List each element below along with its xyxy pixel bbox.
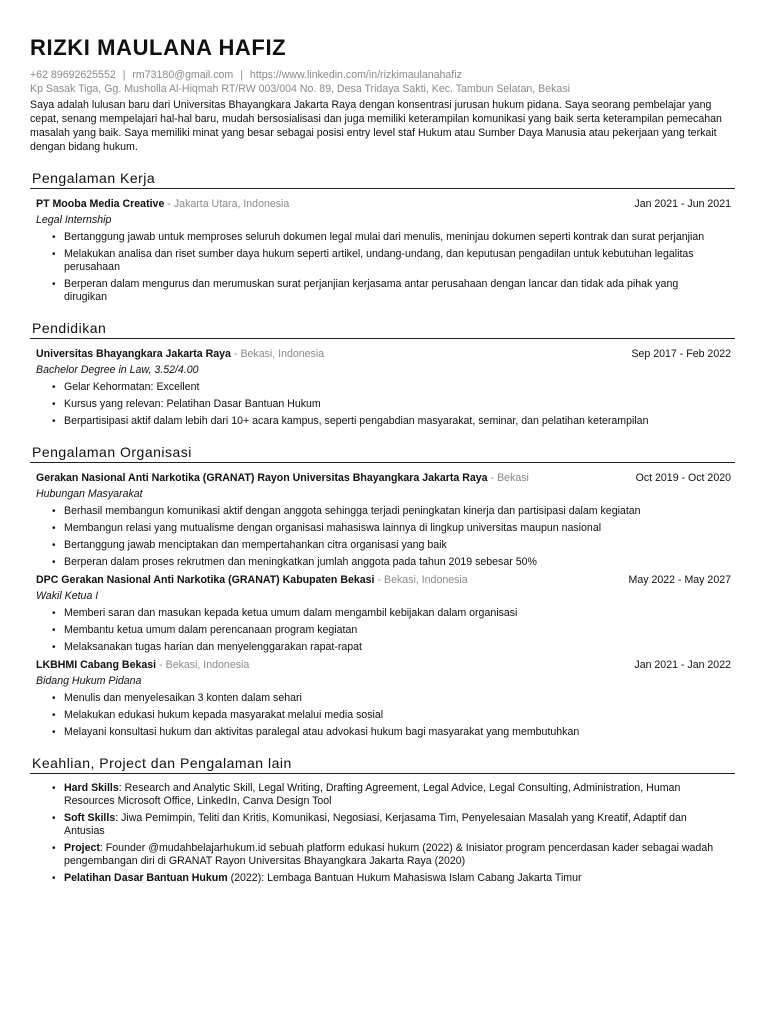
skill-item	[52, 782, 721, 808]
linkedin-link[interactable]: https://www.linkedin.com/in/rizkimaulanahafiz	[249, 69, 462, 81]
organization-name: LKBHMI Cabang Bekasi	[36, 659, 157, 671]
bullet-item: • Membangun relasi yang mutualisme dengan organisasi mahasiswa lainnya di lingkup universitas maupun nasional	[52, 522, 721, 535]
bullet-item: • Berhasil membangun komunikasi aktif dengan anggota sehingga terjadi peningkatan kinerja dan partisipasi dalam kegiatan	[52, 505, 721, 518]
skill-label: Soft Skills	[64, 812, 116, 824]
skill-text: : Research and Analytic Skill, Legal Writing, Drafting Agreement, Legal Advice, Legal Consulting, Administration, Human Resources Microsoft Office, LinkedIn, Canva Design Tool	[64, 782, 681, 807]
education-entry	[30, 347, 735, 428]
dash: -	[233, 348, 238, 360]
organization-name: Gerakan Nasional Anti Narkotika (GRANAT) Rayon Universitas Bhayangkara Jakarta Raya	[36, 472, 488, 484]
date-range: May 2022 - May 2027	[628, 574, 731, 586]
bullet-item: • Menulis dan menyelesaikan 3 konten dalam sehari	[52, 692, 721, 705]
location: Bekasi	[497, 472, 529, 484]
bullet-list	[30, 381, 735, 428]
location: Bekasi, Indonesia	[165, 659, 250, 671]
bullet-list	[30, 607, 735, 654]
organization-role: Bidang Hukum Pidana	[36, 675, 142, 687]
entry-header	[30, 658, 735, 672]
skill-text: : Jiwa Pemimpin, Teliti dan Kritis, Komunikasi, Negosiasi, Kerjasama Tim, Penyelesaian Masalah yang Kreatif, Adaptif dan Antusias	[64, 812, 687, 837]
dash: -	[167, 198, 171, 210]
bullet-item: • Bertanggung jawab menciptakan dan mempertahankan citra organisasi yang baik	[52, 539, 721, 552]
bullet-item: • Melakukan analisa dan riset sumber daya hukum seperti artikel, undang-undang, dan keputusan pengadilan untuk kebutuhan legalitas perusahaan	[52, 248, 721, 274]
bullet-item: • Kursus yang relevan: Pelatihan Dasar Bantuan Hukum	[52, 398, 721, 411]
skill-item	[52, 812, 721, 838]
candidate-name: RIZKI MAULANA HAFIZ	[30, 35, 287, 60]
bullet-item: • Membantu ketua umum dalam perencanaan program kegiatan	[52, 624, 721, 637]
work-entry	[30, 197, 735, 304]
section-title-education: Pendidikan	[30, 320, 735, 339]
skills-list	[30, 782, 735, 885]
entry-header	[30, 471, 735, 485]
skill-item	[52, 842, 721, 868]
section-title-skills: Keahlian, Project dan Pengalaman lain	[30, 755, 735, 774]
bullet-item: • Berperan dalam proses rekrutmen dan meningkatkan jumlah anggota pada tahun 2019 sebesar 50%	[52, 556, 721, 569]
bullet-item: • Gelar Kehormatan: Excellent	[52, 381, 721, 394]
dash: -	[377, 574, 382, 586]
organization-entry	[30, 573, 735, 654]
skill-text: (2022): Lembaga Bantuan Hukum Mahasiswa Islam Cabang Jakarta Timur	[227, 872, 582, 884]
contact-separator: |	[122, 69, 126, 81]
home-address: Kp Sasak Tiga, Gg. Musholla Al-Hiqmah RT/RW 003/004 No. 89, Desa Tridaya Sakti, Kec. Tambun Selatan, Bekasi	[30, 83, 570, 95]
bullet-item: • Melayani konsultasi hukum dan aktivitas paralegal atau advokasi hukum bagi masyarakat yang membutuhkan	[52, 726, 721, 739]
bullet-item: • Melakukan edukasi hukum kepada masyarakat melalui media sosial	[52, 709, 721, 722]
skill-item	[52, 872, 721, 885]
bullet-list	[30, 692, 735, 739]
bullet-list	[30, 231, 735, 304]
dash: -	[490, 472, 495, 484]
bullet-item: • Melaksanakan tugas harian dan menyelenggarakan rapat-rapat	[52, 641, 721, 654]
company-name: PT Mooba Media Creative	[36, 198, 165, 210]
entry-header	[30, 197, 735, 211]
organization-entry	[30, 658, 735, 739]
organization-role: Wakil Ketua I	[36, 590, 99, 602]
section-title-work-experience: Pengalaman Kerja	[30, 170, 735, 189]
degree: Bachelor Degree in Law, 3.52/4.00	[36, 364, 199, 376]
date-range: Jan 2021 - Jun 2021	[634, 198, 731, 210]
entry-header	[30, 347, 735, 361]
contact-line	[30, 68, 735, 82]
dash: -	[159, 659, 163, 671]
bullet-item: • Berperan dalam mengurus dan merumuskan surat perjanjian kerjasama antar perusahaan dengan lancar dan tidak ada pihak yang dirugikan	[52, 278, 721, 304]
skill-label: Hard Skills	[64, 782, 119, 794]
institution-name: Universitas Bhayangkara Jakarta Raya	[36, 348, 231, 360]
bullet-item: • Berpartisipasi aktif dalam lebih dari 10+ acara kampus, seperti pengabdian masyarakat, seminar, dan pelatihan keterampilan	[52, 415, 721, 428]
skill-label: Pelatihan Dasar Bantuan Hukum	[64, 872, 228, 884]
bullet-list	[30, 505, 735, 569]
date-range: Sep 2017 - Feb 2022	[631, 348, 731, 360]
location: Jakarta Utara, Indonesia	[173, 198, 290, 210]
location: Bekasi, Indonesia	[384, 574, 468, 586]
date-range: Oct 2019 - Oct 2020	[635, 472, 731, 484]
organization-role: Hubungan Masyarakat	[36, 488, 143, 500]
contact-separator: |	[240, 69, 243, 81]
section-title-organization: Pengalaman Organisasi	[30, 444, 735, 463]
phone-number: +62 89692625552	[30, 69, 116, 81]
profile-summary: Saya adalah lulusan baru dari Universitas Bhayangkara Jakarta Raya dengan konsentrasi jurusan hukum pidana. Saya seorang pembelajar yang cepat, senang mempelajari hal-hal baru, mudah bersosialisasi dan juga memiliki keterampilan komunikasi yang baik serta keterampilan pemecahan masalah yang baik. Saya memiliki minat yang besar sebagai posisi entry level staf Hukum atau Sumber Daya Manusia atau pekerjaan yang terkait dengan bidang hukum.	[30, 99, 722, 153]
organization-entry	[30, 471, 735, 569]
bullet-item: • Memberi saran dan masukan kepada ketua umum dalam mengambil kebijakan dalam organisasi	[52, 607, 721, 620]
location: Bekasi, Indonesia	[240, 348, 325, 360]
organization-name: DPC Gerakan Nasional Anti Narkotika (GRANAT) Kabupaten Bekasi	[36, 574, 375, 586]
date-range: Jan 2021 - Jan 2022	[634, 659, 731, 671]
bullet-item: • Bertanggung jawab untuk memproses seluruh dokumen legal mulai dari menulis, meninjau dokumen seperti kontrak dan surat perjanjian	[52, 231, 721, 244]
job-role: Legal Internship	[36, 214, 112, 226]
skill-text: : Founder @mudahbelajarhukum.id sebuah platform edukasi hukum (2022) & Inisiator program pencerdasan kader sebagai wadah pengembangan diri di GRANAT Rayon Universitas Bhayangkara Jakarta Raya (2020)	[64, 842, 714, 867]
email-link[interactable]: rm73180@gmail.com	[132, 69, 234, 81]
skill-label: Project	[64, 842, 100, 854]
entry-header	[30, 573, 735, 587]
